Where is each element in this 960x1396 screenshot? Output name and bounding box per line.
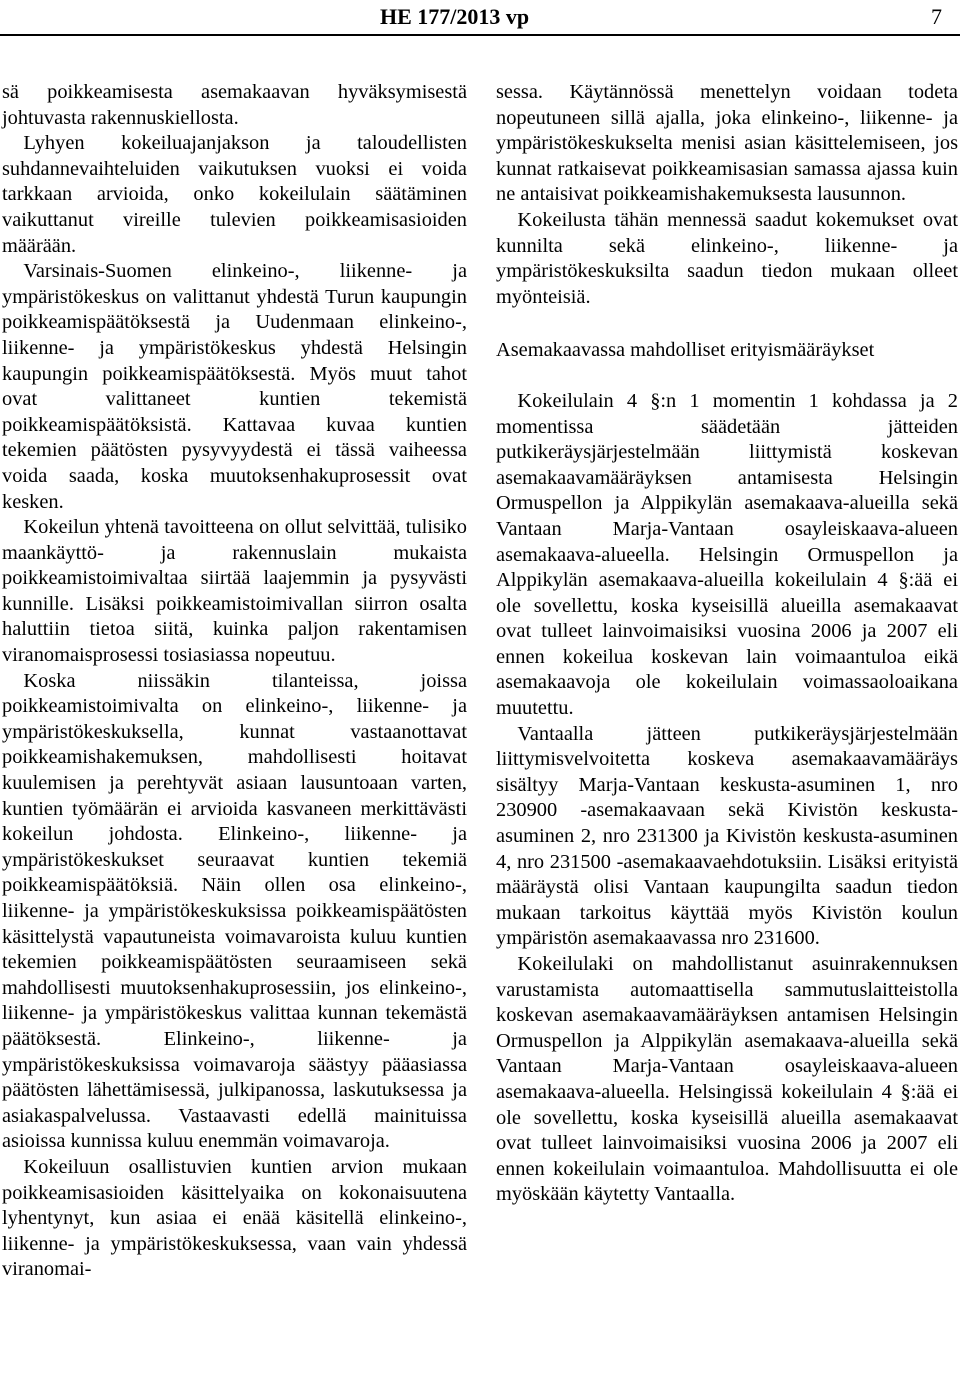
paragraph: Kokeilulaki on mahdollistanut asuinrakennuksen varustamista automaattisella sammutuslaitteistolla koskevan asemakaavamääräyksen antamisen Helsingin Ormuspellon ja Alppikylän asemakaava-alueilla sekä Vantaan Marja-Vantaan osayleiskaava-alueen asemakaava-alueella. Helsingissä kokeilulain 4 §:ää ei ole sovellettu, koska kyseisillä alueilla asemakaavat ovat tulleet lainvoimaisiksi vuosina 2006 ja 2007 eli ennen kokeilulain voimaantuloa. Mahdollisuutta ei ole myöskään käytetty Vantaalla. bbox=[496, 953, 958, 1206]
page-header bbox=[0, 0, 960, 40]
paragraph: Kokeiluun osallistuvien kuntien arvion mukaan poikkeamisasioiden käsittelyaika on kokonaisuutena lyhentynyt, kun asiaa ei enää käsitellä elinkeino-, liikenne- ja ympäristökeskuksessa, vaan vain yhdessä viranomai- bbox=[2, 1155, 467, 1281]
header-rule bbox=[0, 34, 960, 36]
document-identifier: HE 177/2013 vp bbox=[380, 4, 530, 29]
paragraph: Kokeilun yhtenä tavoitteena on ollut selvittää, tulisiko maankäyttö- ja rakennuslain mukaista poikkeamistoimivaltaa siirtää laajemmin ja pysyvästi kunnille. Lisäksi poikkeamistoimivallan siirron osalta haluttiin tietoa siitä, kuinka paljon rakentamisen viranomaisprosessi tosiasiassa nopeutuu. bbox=[2, 516, 467, 667]
section-heading: Asemakaavassa mahdolliset erityismääräykset bbox=[496, 339, 875, 362]
left-column bbox=[2, 80, 467, 1283]
paragraph: Lyhyen kokeiluajanjakson ja taloudellisten suhdannevaihteluiden vaikutuksen vuoksi ei voida tarkkaan arvioida, onko kokeilulain säätäminen vaikuttanut vireille tulevien poikkeamisasioiden määrään. bbox=[2, 132, 467, 257]
right-column bbox=[496, 80, 958, 1208]
paragraph: Koska niissäkin tilanteissa, joissa poikkeamistoimivalta on elinkeino-, liikenne- ja ympäristökeskuksella, kunnat vastaanottavat poikkeamishakemuksen, mahdollisesti hoitavat kuulemisen ja perehtyvät asiaan lausuntoaan varten, kuntien työmäärän ei arvioida kasvaneen merkittävästi kokeilun johdosta. Elinkeino-, liikenne- ja ympäristökeskukset seuraavat kuntien tekemiä poikkeamispäätöksiä. Näin ollen osa elinkeino-, liikenne- ja ympäristökeskuksissa poikkeamispäätösten käsittelystä vapautuneista voimavaroista kuluu kuntien tekemien poikkeamispäätösten seuraamiseen sekä mahdollisesti muutoksenhakuprosessiin, jos elinkeino-, liikenne- ja ympäristökeskus valittaa kunnan tekemästä päätöksestä. Elinkeino-, liikenne- ja ympäristökeskuksissa voimavaroja säästyy pääasiassa päätösten lähettämisessä, julkipanossa, laskutuksessa ja asiakaspalvelussa. Vastaavasti edellä mainituissa asioissa kunnissa kuluu enemmän voimavaroja. bbox=[2, 669, 467, 1153]
paragraph: Kokeilulain 4 §:n 1 momentin 1 kohdassa ja 2 momentissa säädetään jätteiden putkikeräysjärjestelmään liittymistä koskevan asemakaavamääräyksen antamisesta Helsingin Ormuspellon ja Alppikylän asemakaava-alueilla sekä Vantaan Marja-Vantaan osayleiskaava-alueen asemakaava-alueella. Helsingin Ormuspellon ja Alppikylän asemakaava-alueilla kokeilulain 4 §:ää ei ole sovellettu, koska kyseisillä alueilla asemakaavat ovat tulleet lainvoimaisiksi vuosina 2006 ja 2007 eli ennen kokeilua koskevan lain voimaantuloa eikä asemakaavoja ole kokeilulain voimassaoloaikana muutettu. bbox=[496, 389, 958, 720]
paragraph: sä poikkeamisesta asemakaavan hyväksymisestä johtuvasta rakennuskiellosta. bbox=[2, 81, 467, 129]
paragraph: sessa. Käytännössä menettelyn voidaan todeta nopeutuneen sillä ajalla, joka elinkeino-, liikenne- ja ympäristökeskukselta menisi asian käsittelemiseen, jos kunnat ratkaisevat poikkeamisasian samassa ajassa kuin ne antaisivat poikkeamishakemuksesta lausunnon. bbox=[496, 81, 958, 206]
page-number: 7 bbox=[931, 4, 942, 29]
paragraph: Varsinais-Suomen elinkeino-, liikenne- ja ympäristökeskus on valittanut yhdestä Turun kaupungin poikkeamispäätöksestä ja Uudenmaan elinkeino-, liikenne- ja ympäristökeskus yhdestä Helsingin kaupungin poikkeamispäätöksestä. Myös muut tahot ovat valittaneet kuntien tekemistä poikkeamispäätöksistä. Kattavaa kuvaa kuntien tekemien päätösten pysyvyydestä ei tässä vaiheessa voida saada, koska muutoksenhakuprosessit ovat kesken. bbox=[2, 260, 467, 513]
paragraph: Vantaalla jätteen putkikeräysjärjestelmään liittymisvelvoitetta koskeva asemakaavamääräys sisältyy Marja-Vantaan keskusta-asuminen 1, nro 230900 -asemakaavaan sekä Kivistön keskusta-asuminen 2, nro 231300 ja Kivistön keskusta-asuminen 4, nro 231500 -asemakaavaehdotuksiin. Lisäksi erityistä määräystä olisi Vantaan kaupungilta saadun tiedon mukaan tarkoitus käyttää myös Kivistön koulun ympäristön asemakaavassa nro 231600. bbox=[496, 722, 958, 950]
paragraph: Kokeilusta tähän mennessä saadut kokemukset ovat kunnilta sekä elinkeino-, liikenne- ja ympäristökeskuksilta saadun tiedon mukaan olleet myönteisiä. bbox=[496, 208, 958, 308]
